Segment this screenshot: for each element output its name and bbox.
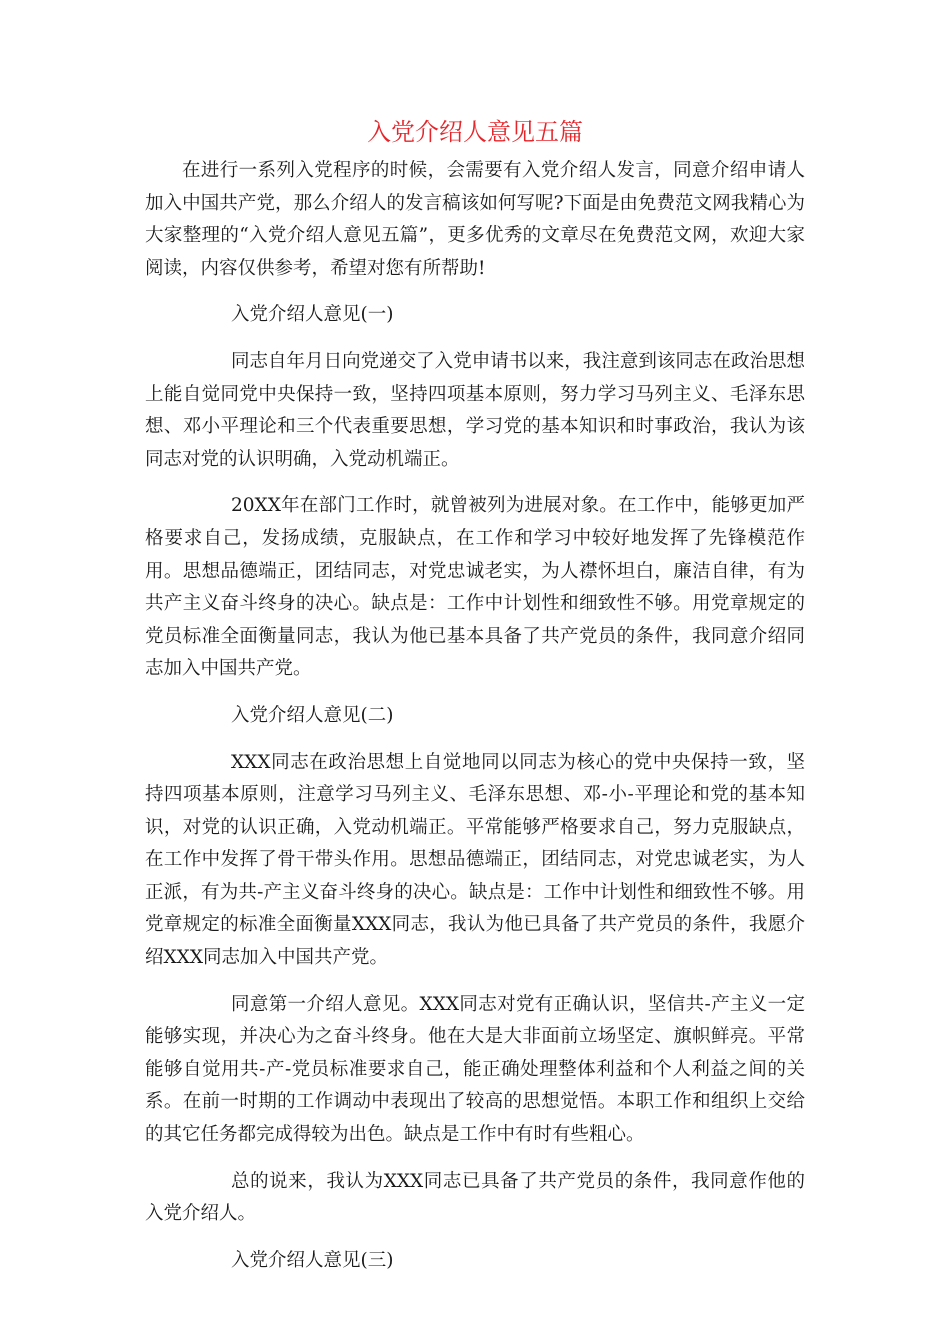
section-1-paragraph-2: 20XX年在部门工作时，就曾被列为进展对象。在工作中，能够更加严格要求自己，发扬成绩，克服缺点，在工作和学习中较好地发挥了先锋模范作用。思想品德端正，团结同志，对党忠诚老实，为人襟怀坦白，廉洁自律，有为共产主义奋斗终身的决心。缺点是：工作中计划性和细致性不够。用党章规定的党员标准全面衡量同志，我认为他已基本具备了共产党员的条件，我同意介绍同志加入中国共产党。 [145,495,805,680]
document-body [145,155,805,1291]
document-title: 入党介绍人意见五篇 [367,118,583,146]
section-1-paragraph-1: 同志自年月日向党递交了入党申请书以来，我注意到该同志在政治思想上能自觉同党中央保持一致，坚持四项基本原则，努力学习马列主义、毛泽东思想、邓小平理论和三个代表重要思想，学习党的基本知识和时事政治，我认为该同志对党的认识明确，入党动机端正。 [145,350,805,470]
intro-paragraph: 在进行一系列入党程序的时候，会需要有入党介绍人发言，同意介绍申请人加入中国共产党，那么介绍人的发言稿该如何写呢?下面是由免费范文网我精心为大家整理的“入党介绍人意见五篇”，更多优秀的文章尽在免费范文网，欢迎大家阅读，内容仅供参考，希望对您有所帮助! [145,160,805,279]
section-heading-3: 入党介绍人意见(三) [231,1249,394,1271]
section-heading-1: 入党介绍人意见(一) [231,304,394,326]
section-heading-2: 入党介绍人意见(二) [231,704,394,726]
section-2-paragraph-1: XXX同志在政治思想上自觉地同以同志为核心的党中央保持一致，坚持四项基本原则，注意学习马列主义、毛泽东思想、邓-小-平理论和党的基本知识，对党的认识正确，入党动机端正。平常能够严格要求自己，努力克服缺点，在工作中发挥了骨干带头作用。思想品德端正，团结同志，对党忠诚老实，为人正派，有为共-产主义奋斗终身的决心。缺点是：工作中计划性和细致性不够。用党章规定的标准全面衡量XXX同志，我认为他已具备了共产党员的条件，我愿介绍XXX同志加入中国共产党。 [145,751,805,969]
section-2-paragraph-2: 同意第一介绍人意见。XXX同志对党有正确认识，坚信共-产主义一定能够实现，并决心为之奋斗终身。他在大是大非面前立场坚定、旗帜鲜亮。平常能够自觉用共-产-党员标准要求自己，能正确处理整体利益和个人利益之间的关系。在前一时期的工作调动中表现出了较高的思想觉悟。本职工作和组织上交给的其它任务都完成得较为出色。缺点是工作中有时有些粗心。 [145,993,805,1146]
section-2-paragraph-3: 总的说来，我认为XXX同志已具备了共产党员的条件，我同意作他的入党介绍人。 [145,1170,805,1225]
